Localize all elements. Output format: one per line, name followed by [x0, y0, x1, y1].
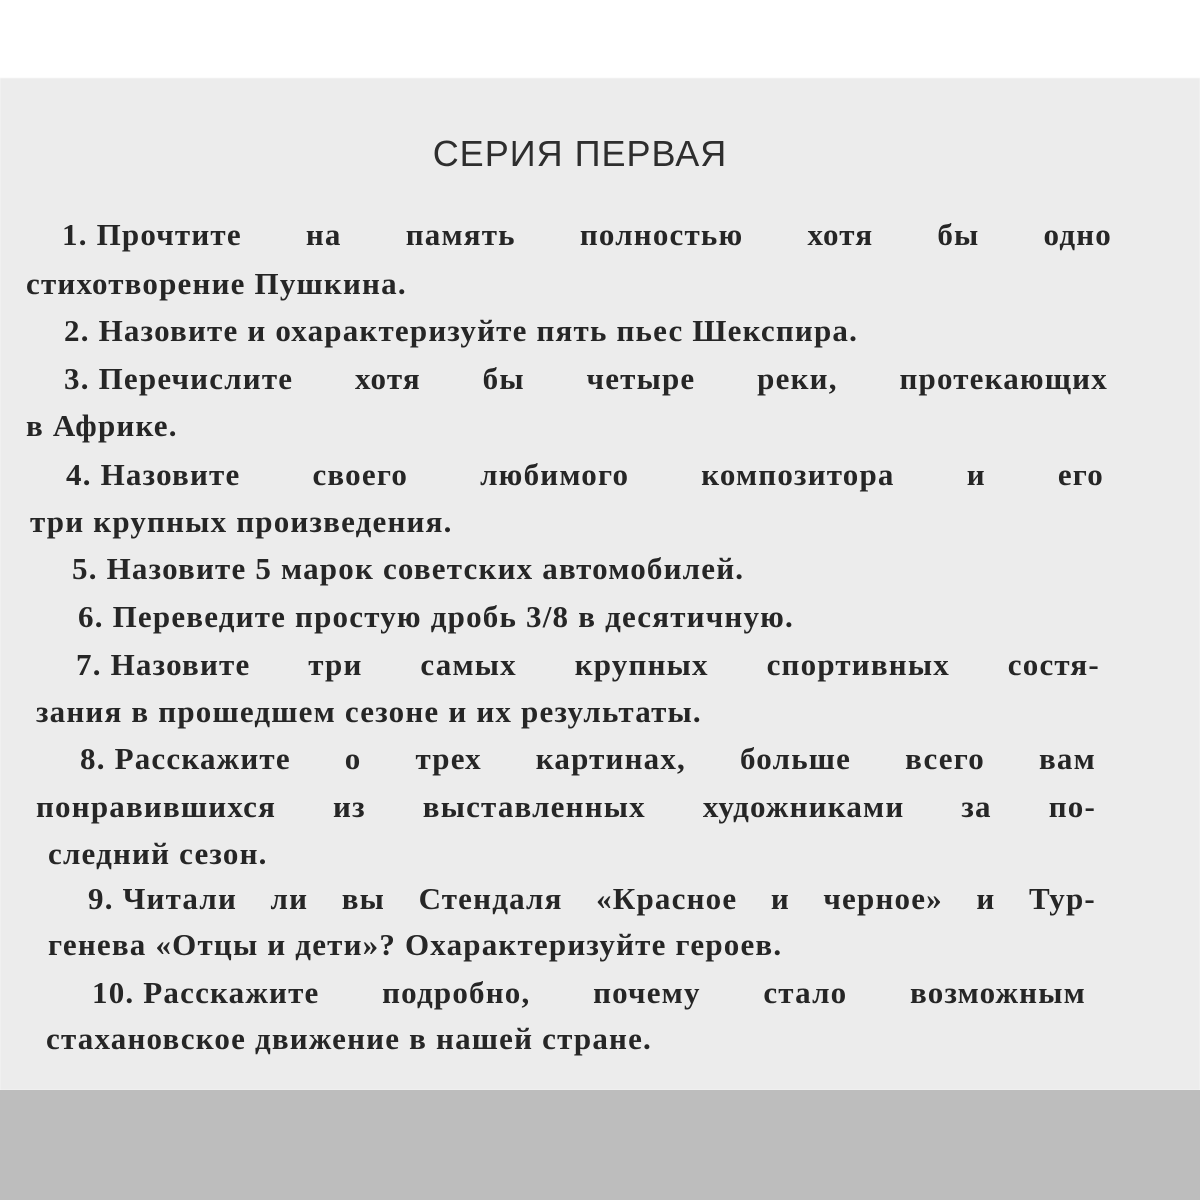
text-line: 6. Переведите простую дробь 3/8 в десятичную.: [78, 599, 795, 634]
word: за: [961, 789, 992, 824]
word: художниками: [702, 789, 905, 824]
word: Стендаля: [418, 881, 563, 916]
word: протекающих: [899, 361, 1108, 396]
word: 1. Прочтите: [62, 217, 242, 252]
word: 10. Расскажите: [92, 975, 320, 1010]
text-line: [80, 739, 1096, 779]
word: и: [966, 457, 986, 492]
word: 8. Расскажите: [80, 741, 291, 776]
word: по-: [1048, 789, 1096, 824]
word: «Красное: [596, 881, 738, 916]
word: память: [405, 217, 516, 252]
word: бы: [482, 361, 525, 396]
text-line: [92, 973, 1086, 1013]
word: трех: [415, 741, 482, 776]
word: полностью: [579, 217, 744, 252]
text-line: [88, 879, 1096, 919]
text-line: [76, 645, 1100, 685]
word: вам: [1038, 741, 1096, 776]
text-line: [64, 359, 1108, 399]
word: на: [305, 217, 342, 252]
text-line: следний сезон.: [48, 836, 268, 871]
word: всего: [905, 741, 985, 776]
text-line: [62, 215, 1112, 255]
word: из: [333, 789, 366, 824]
word: крупных: [574, 647, 709, 682]
word: картинах,: [535, 741, 687, 776]
word: почему: [593, 975, 701, 1010]
word: о: [344, 741, 362, 776]
word: понравившихся: [36, 789, 277, 824]
word: выставленных: [422, 789, 646, 824]
word: его: [1057, 457, 1104, 492]
word: 3. Перечислите: [64, 361, 294, 396]
word: хотя: [807, 217, 874, 252]
text-line: генева «Отцы и дети»? Охарактеризуйте героев.: [48, 927, 783, 962]
word: состя-: [1007, 647, 1100, 682]
word: спортивных: [766, 647, 950, 682]
word: больше: [740, 741, 852, 776]
text-line: зания в прошедшем сезоне и их результаты.: [36, 694, 702, 729]
word: хотя: [355, 361, 421, 396]
word: бы: [937, 217, 980, 252]
word: композитора: [701, 457, 895, 492]
text-line: 5. Назовите 5 марок советских автомобилей.: [72, 551, 745, 586]
bottom-margin-band: [0, 1090, 1200, 1200]
word: возможным: [910, 975, 1086, 1010]
word: Тур-: [1028, 881, 1096, 916]
text-line: три крупных произведения.: [30, 504, 453, 539]
word: самых: [420, 647, 517, 682]
word: своего: [312, 457, 409, 492]
word: любимого: [480, 457, 630, 492]
text-line: [66, 455, 1104, 495]
word: три: [308, 647, 363, 682]
page-title: СЕРИЯ ПЕРВАЯ: [432, 133, 728, 174]
text-line: 2. Назовите и охарактеризуйте пять пьес Шекспира.: [64, 313, 859, 348]
word: подробно,: [382, 975, 531, 1010]
text-line: стихотворение Пушкина.: [26, 266, 407, 301]
word: ли: [270, 881, 309, 916]
word: 7. Назовите: [76, 647, 251, 682]
word: четыре: [586, 361, 696, 396]
text-line: стахановское движение в нашей стране.: [46, 1021, 653, 1056]
word: 9. Читали: [88, 881, 238, 916]
word: и: [976, 881, 996, 916]
word: реки,: [757, 361, 838, 396]
word: вы: [341, 881, 386, 916]
word: черное»: [823, 881, 943, 916]
word: и: [770, 881, 790, 916]
text-line: [36, 787, 1096, 827]
word: 4. Назовите: [66, 457, 241, 492]
word: одно: [1043, 217, 1112, 252]
word: стало: [763, 975, 848, 1010]
text-line: в Африке.: [26, 408, 178, 443]
